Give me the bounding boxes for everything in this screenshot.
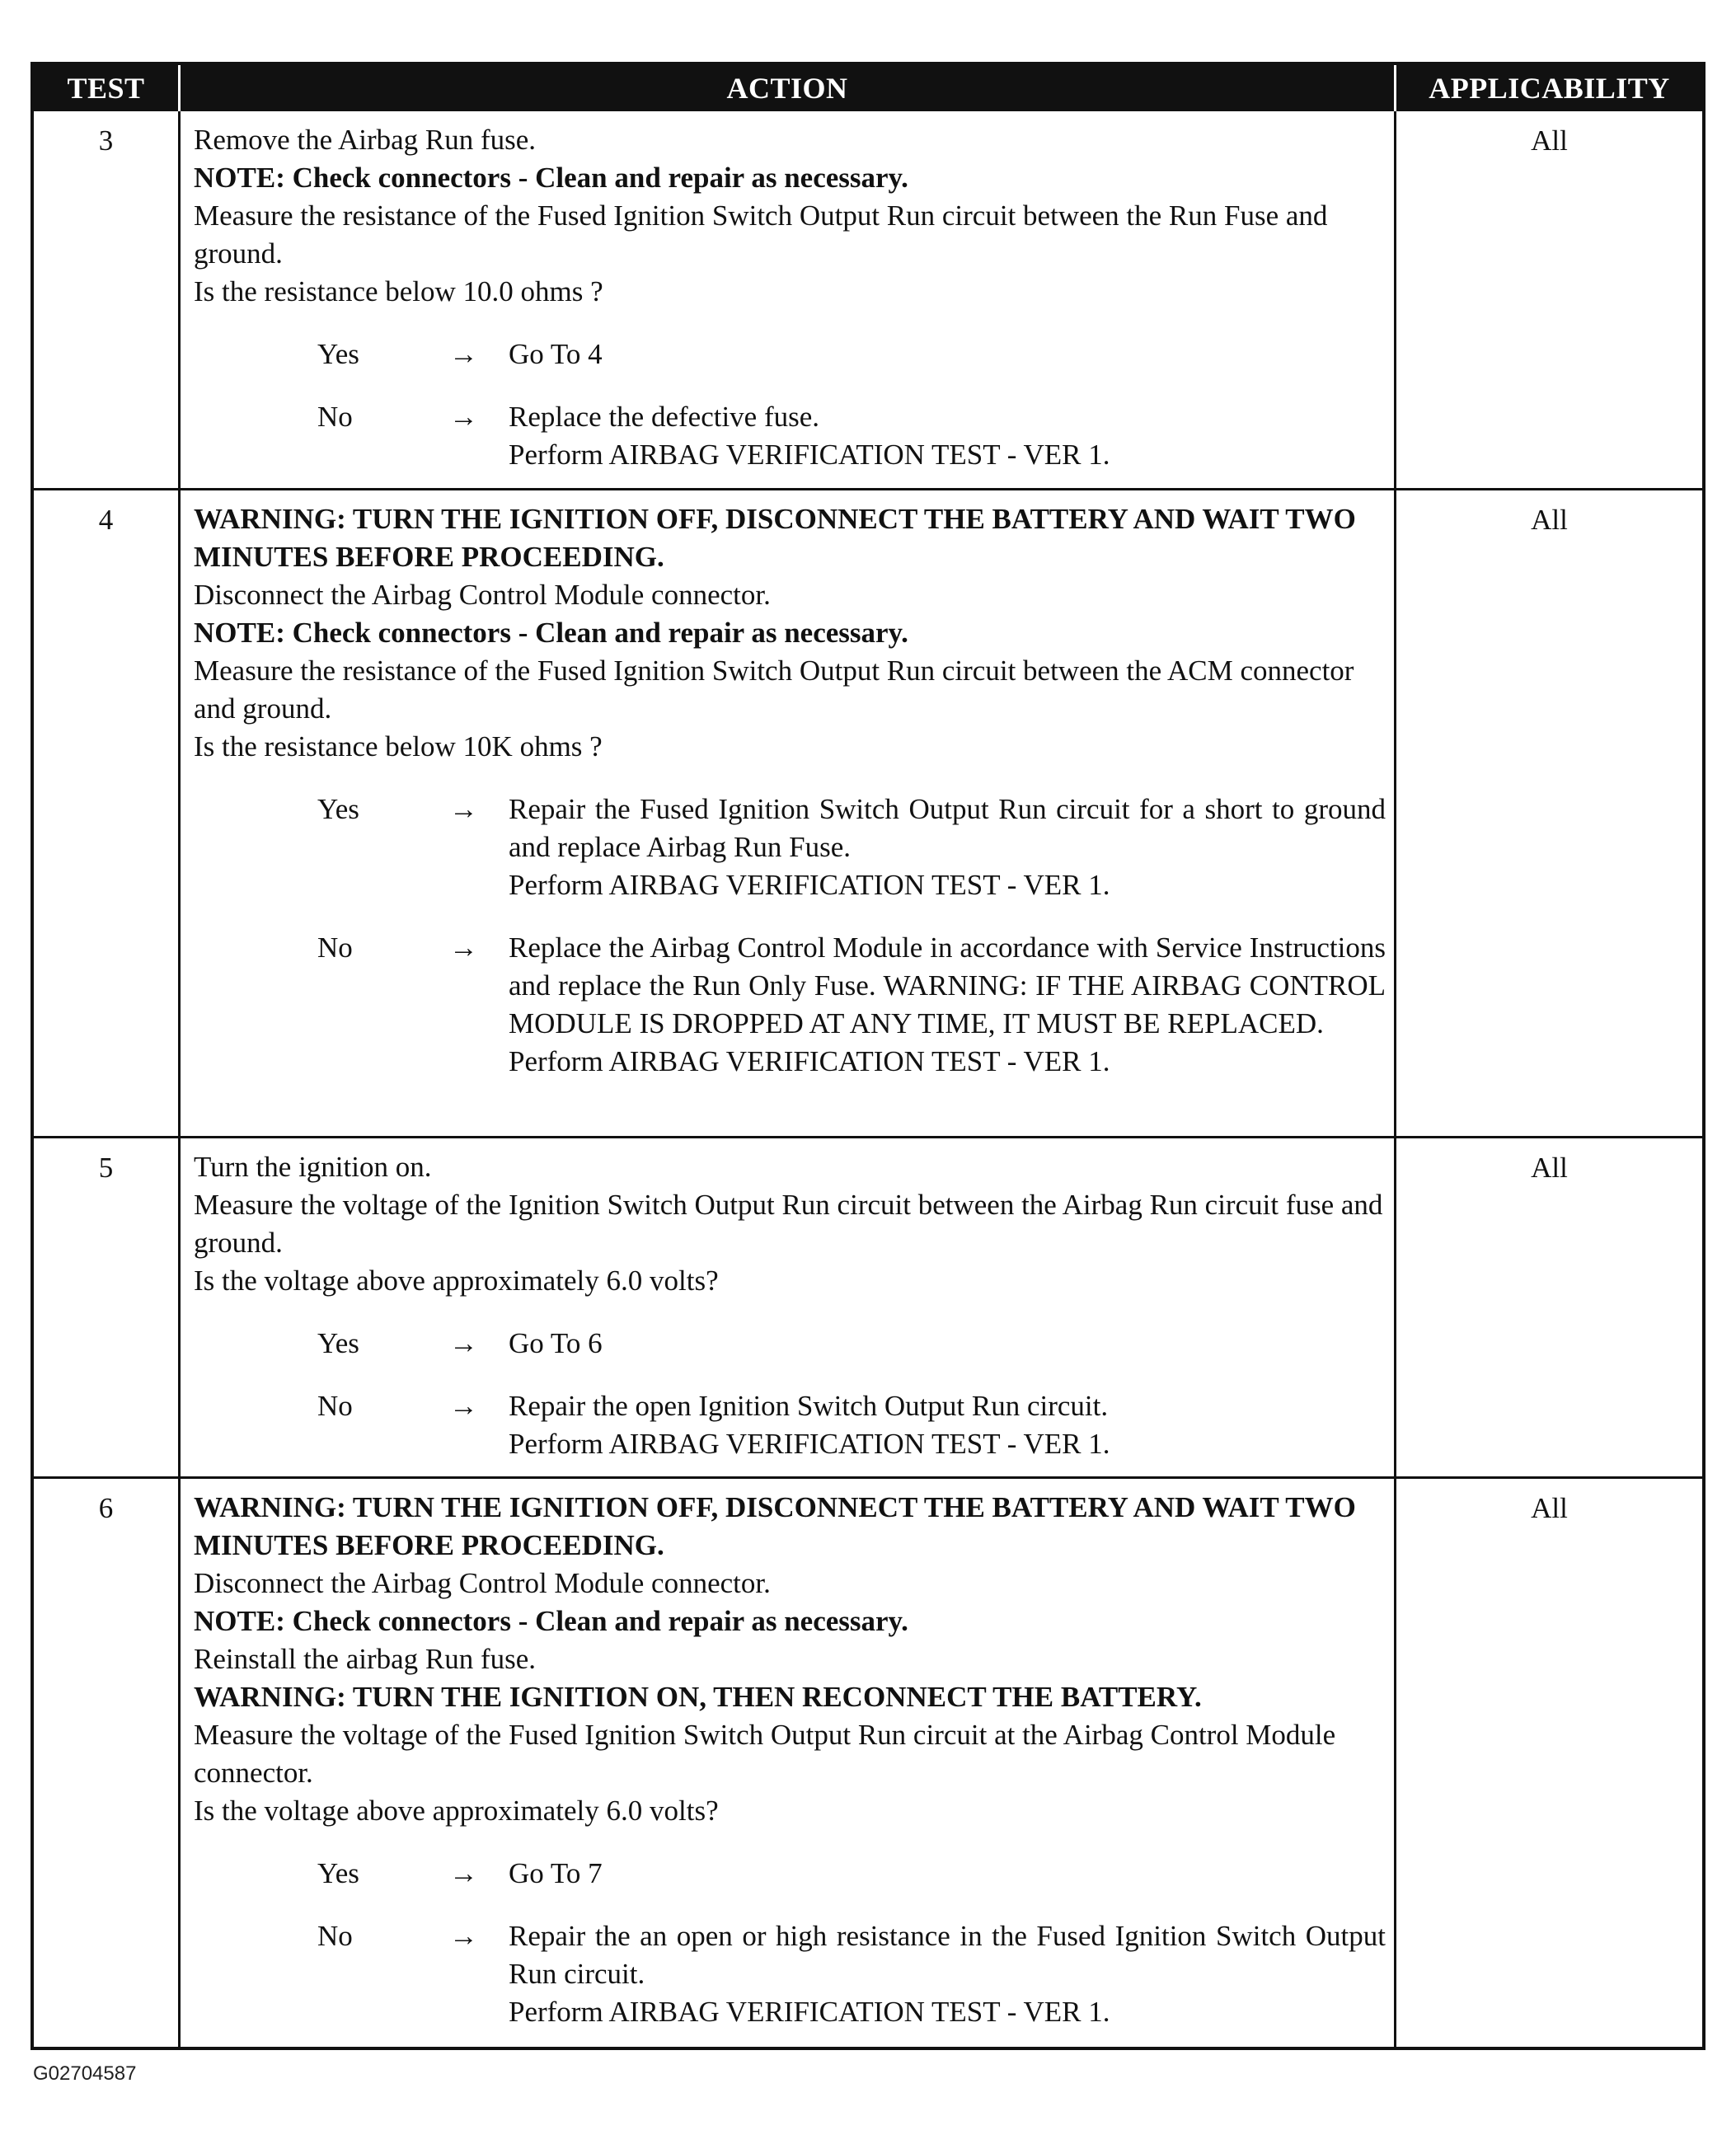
branch-label: No <box>317 1390 353 1422</box>
branch-label: Yes <box>317 1327 359 1359</box>
action-warning: NOTE: Check connectors - Clean and repair as necessary. <box>194 617 908 649</box>
branch-label: No <box>317 931 353 964</box>
branch-result <box>509 1855 1386 1893</box>
test-number: 6 <box>34 1479 181 2047</box>
branch-group <box>194 1325 1386 1463</box>
branch-result <box>509 929 1386 1081</box>
figure-code: G02704587 <box>33 2062 137 2085</box>
result-line: Go To 7 <box>509 1857 603 1889</box>
branch-group <box>194 1855 1386 2031</box>
action-warning: NOTE: Check connectors - Clean and repair as necessary. <box>194 1605 908 1637</box>
test-number: 4 <box>34 490 181 1138</box>
action-cell <box>181 1138 1396 1479</box>
action-line: Is the voltage above approximately 6.0 volts? <box>194 1795 719 1827</box>
arrow-icon: → <box>449 1857 478 1889</box>
result-line: Perform AIRBAG VERIFICATION TEST - VER 1. <box>509 1428 1110 1460</box>
action-line: Measure the voltage of the Fused Ignition Switch Output Run circuit at the Airbag Control Module connector. <box>194 1719 1336 1789</box>
branch-yes <box>317 791 1386 904</box>
action-cell <box>181 111 1396 490</box>
action-line: Is the voltage above approximately 6.0 volts? <box>194 1265 719 1297</box>
arrow-icon: → <box>449 1390 478 1422</box>
action-line: Disconnect the Airbag Control Module connector. <box>194 579 771 611</box>
action-cell <box>181 1479 1396 2047</box>
branch-group <box>194 791 1386 1081</box>
branch-result <box>509 335 1386 373</box>
branch-label: Yes <box>317 338 359 370</box>
branch-yes <box>317 1855 1386 1893</box>
result-line: Go To 6 <box>509 1327 603 1359</box>
result-line: Perform AIRBAG VERIFICATION TEST - VER 1. <box>509 1996 1110 2028</box>
header-action: ACTION <box>181 65 1396 111</box>
branch-no <box>317 929 1386 1081</box>
branch-result <box>509 791 1386 904</box>
branch-group <box>194 335 1386 474</box>
applicability-value: All <box>1531 1492 1568 1524</box>
header-test: TEST <box>34 65 181 111</box>
result-line: Replace the defective fuse. <box>509 401 820 433</box>
action-line: Is the resistance below 10K ohms ? <box>194 730 603 762</box>
branch-label: Yes <box>317 793 359 825</box>
branch-result <box>509 398 1386 474</box>
action-cell <box>181 490 1396 1138</box>
arrow-icon: → <box>449 1327 478 1359</box>
action-warning: WARNING: TURN THE IGNITION OFF, DISCONNECT THE BATTERY AND WAIT TWO MINUTES BEFORE PROCEEDING. <box>194 503 1356 573</box>
branch-no <box>317 1387 1386 1463</box>
arrow-icon: → <box>449 1920 478 1952</box>
applicability-value: All <box>1396 111 1702 490</box>
result-line: Repair the an open or high resistance in the Fused Ignition Switch Output Run circuit. <box>509 1920 1386 1990</box>
action-warning: NOTE: Check connectors - Clean and repair as necessary. <box>194 162 908 194</box>
result-line: Repair the Fused Ignition Switch Output Run circuit for a short to ground and replace Airbag Run Fuse. <box>509 793 1386 863</box>
result-line: Repair the open Ignition Switch Output Run circuit. <box>509 1390 1109 1422</box>
arrow-icon: → <box>449 338 478 370</box>
action-line: Measure the resistance of the Fused Ignition Switch Output Run circuit between the Run Fuse and ground. <box>194 199 1328 270</box>
branch-no <box>317 398 1386 474</box>
arrow-icon: → <box>449 793 478 825</box>
action-line: Remove the Airbag Run fuse. <box>194 124 537 156</box>
result-line: Perform AIRBAG VERIFICATION TEST - VER 1. <box>509 439 1110 471</box>
action-line: Measure the resistance of the Fused Ignition Switch Output Run circuit between the ACM connector and ground. <box>194 655 1354 725</box>
branch-label: Yes <box>317 1857 359 1889</box>
action-warning: WARNING: TURN THE IGNITION OFF, DISCONNECT THE BATTERY AND WAIT TWO MINUTES BEFORE PROCEEDING. <box>194 1491 1356 1561</box>
branch-result <box>509 1325 1386 1363</box>
result-line: Perform AIRBAG VERIFICATION TEST - VER 1. <box>509 869 1110 901</box>
result-line: Replace the Airbag Control Module in accordance with Service Instructions and replace the Run Only Fuse. WARNING: IF THE AIRBAG CONTROL MODULE IS DROPPED AT ANY TIME, IT MUST BE REPLACED. <box>509 931 1386 1039</box>
applicability-value: All <box>1396 490 1702 1138</box>
branch-label: No <box>317 401 353 433</box>
result-line: Perform AIRBAG VERIFICATION TEST - VER 1. <box>509 1045 1110 1077</box>
diagnostic-table <box>30 62 1706 2050</box>
action-line: Reinstall the airbag Run fuse. <box>194 1643 537 1675</box>
arrow-icon: → <box>449 401 478 433</box>
action-line: Disconnect the Airbag Control Module connector. <box>194 1567 771 1599</box>
test-number: 3 <box>34 111 181 490</box>
action-line: Measure the voltage of the Ignition Switch Output Run circuit between the Airbag Run circuit fuse and ground. <box>194 1189 1383 1259</box>
branch-no <box>317 1917 1386 2031</box>
result-line: Go To 4 <box>509 338 603 370</box>
branch-result <box>509 1387 1386 1463</box>
arrow-icon: → <box>449 931 478 964</box>
branch-yes <box>317 335 1386 373</box>
branch-yes <box>317 1325 1386 1363</box>
action-warning: WARNING: TURN THE IGNITION ON, THEN RECONNECT THE BATTERY. <box>194 1681 1202 1713</box>
branch-result <box>509 1917 1386 2031</box>
branch-label: No <box>317 1920 353 1952</box>
applicability-value: All <box>1396 1138 1702 1479</box>
test-number: 5 <box>34 1138 181 1479</box>
action-line: Is the resistance below 10.0 ohms ? <box>194 275 603 307</box>
header-applicability: APPLICABILITY <box>1396 65 1702 111</box>
action-line: Turn the ignition on. <box>194 1151 432 1183</box>
